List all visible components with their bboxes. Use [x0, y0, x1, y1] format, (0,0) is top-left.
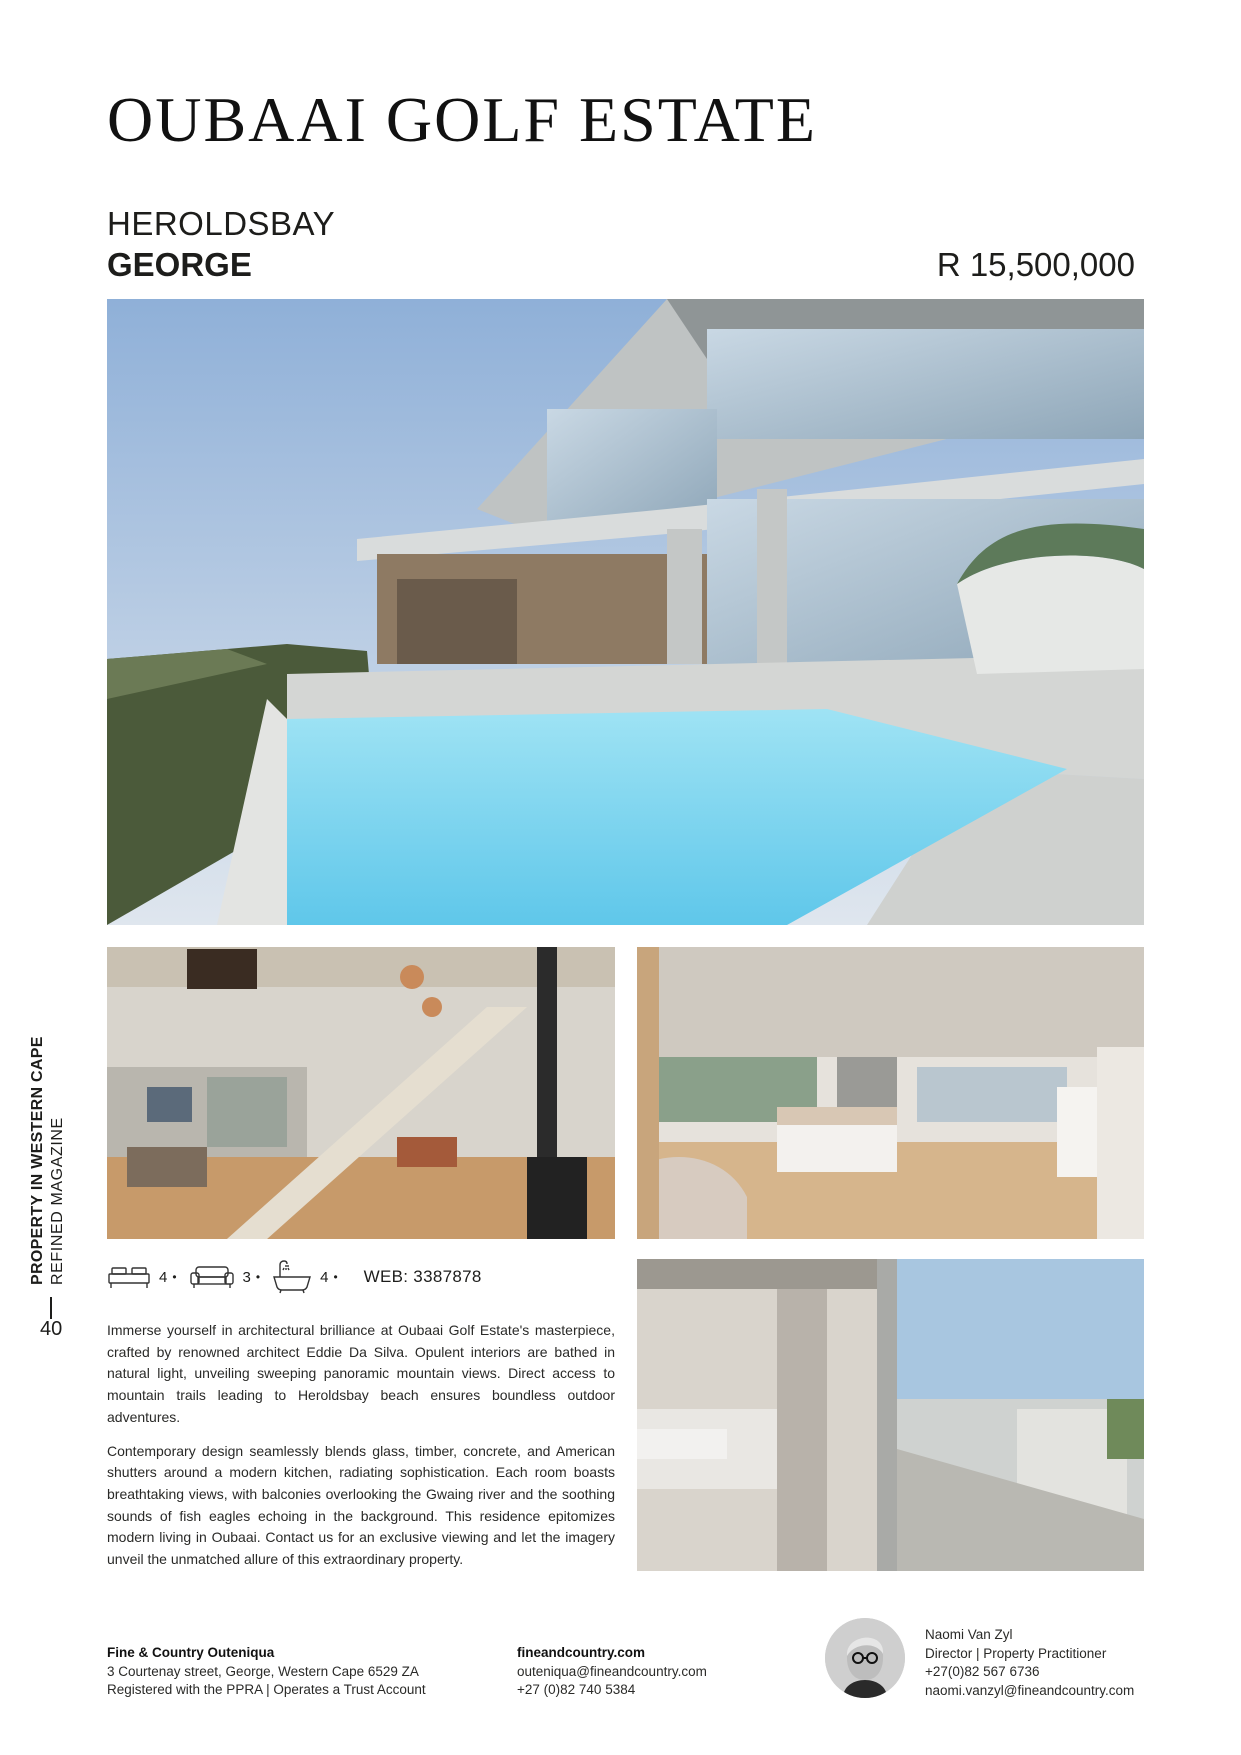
office-registration: Registered with the PPRA | Operates a Trust Account	[107, 1682, 426, 1697]
contact-details	[517, 1644, 707, 1700]
agent-role: Director | Property Practitioner	[925, 1645, 1107, 1661]
feature-bathrooms: 4 •	[272, 1259, 338, 1295]
bathroom-count: 4	[320, 1268, 329, 1286]
bed-icon	[107, 1264, 151, 1290]
hero-photo	[107, 299, 1144, 925]
bedroom-photo	[637, 947, 1144, 1239]
description-paragraph: Immerse yourself in architectural brilliance at Oubaai Golf Estate's masterpiece, crafted by renowned architect Eddie Da Silva. Opulent interiors are bathed in natural light, unveiling sweeping panoramic mountain views. Direct access to mountain trails leading to Heroldsbay beach ensures boundless outdoor adventures.	[107, 1322, 615, 1425]
office-address: 3 Courtenay street, George, Western Cape 6529 ZA	[107, 1663, 419, 1679]
sofa-icon	[189, 1264, 235, 1290]
section-title: PROPERTY IN WESTERN CAPE	[29, 1036, 46, 1285]
page-title: OUBAAI GOLF ESTATE	[107, 84, 817, 155]
agent-details	[925, 1626, 1134, 1700]
property-price: R 15,500,000	[936, 246, 1135, 283]
bedroom-count: 4	[159, 1268, 168, 1286]
balcony-photo	[637, 1259, 1144, 1571]
living-count: 3	[242, 1268, 251, 1286]
side-divider	[50, 1297, 52, 1319]
feature-living: 3 •	[189, 1264, 261, 1290]
features-row	[107, 1259, 482, 1295]
office-details	[107, 1644, 426, 1700]
office-email[interactable]: outeniqua@fineandcountry.com	[517, 1663, 707, 1679]
property-description	[107, 1320, 615, 1583]
agent-name: Naomi Van Zyl	[925, 1627, 1013, 1642]
magazine-name: REFINED MAGAZINE	[49, 1117, 66, 1285]
magazine-side-label	[28, 985, 78, 1285]
area-name: HEROLDSBAY	[107, 205, 336, 242]
website-link[interactable]: fineandcountry.com	[517, 1645, 646, 1660]
bath-icon	[272, 1259, 312, 1295]
feature-bedrooms: 4 •	[107, 1264, 177, 1290]
office-name: Fine & Country Outeniqua	[107, 1645, 275, 1660]
office-phone: +27 (0)82 740 5384	[517, 1682, 636, 1697]
city-name: GEORGE	[107, 246, 252, 283]
agent-phone: +27(0)82 567 6736	[925, 1664, 1040, 1679]
web-reference: WEB: 3387878	[363, 1267, 482, 1286]
page-number: 40	[40, 1318, 63, 1340]
description-paragraph: Contemporary design seamlessly blends glass, timber, concrete, and American shutters around a modern kitchen, radiating sophistication. Each room boasts breathtaking views, with balconies overlooking the Gwaing river and the soothing sounds of fish eagles echoing in the background. This residence epitomizes modern living in Oubaai. Contact us for an exclusive viewing and let the imagery unveil the unmatched allure of this extraordinary property.	[107, 1442, 615, 1568]
staircase-photo	[107, 947, 615, 1239]
agent-email[interactable]: naomi.vanzyl@fineandcountry.com	[925, 1682, 1135, 1698]
agent-avatar	[825, 1618, 905, 1698]
